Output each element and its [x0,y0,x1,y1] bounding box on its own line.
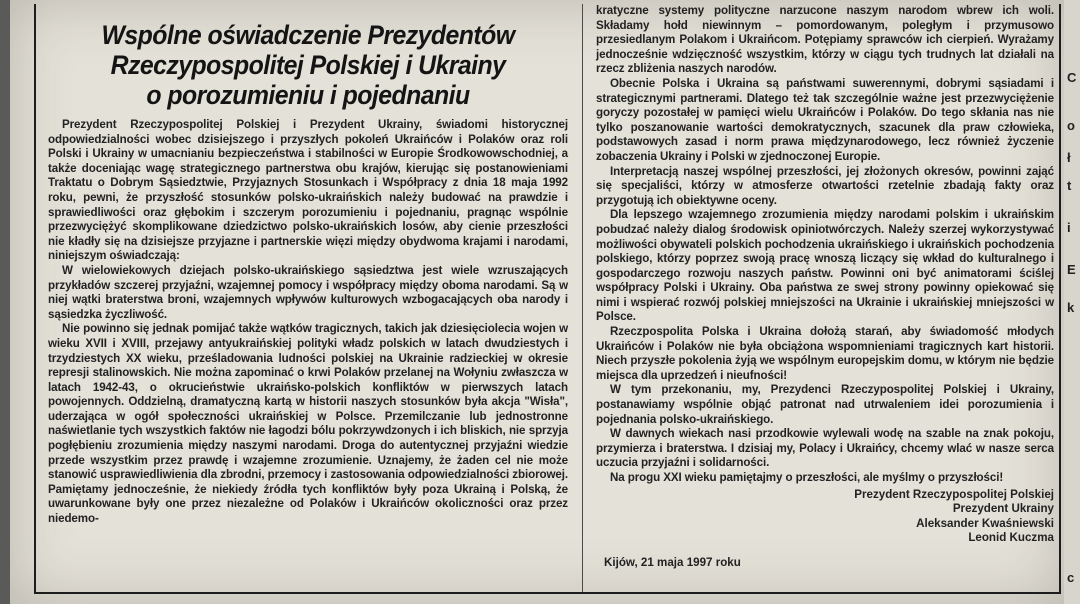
paragraph: Prezydent Rzeczypospolitej Polskiej i Prezydent Ukrainy, świadomi historycznej odpowiedzialności wobec dzisiejszego i przyszłych pokoleń Ukraińców i Polaków oraz roli Polski i Ukrainy w umacnianiu bezpieczeństwa i stabilności w Europie Środkowowschodniej, a także doceniając wagę strategicznego partnerstwa obu krajów, kierując się postanowieniami Traktatu o Dobrym Sąsiedztwie, Przyjaznych Stosunkach i Współpracy z dnia 18 maja 1992 roku, pewni, że przyszłość stosunków polsko-ukraińskich należy budować na prawdzie i sprawiedliwości oraz głębokim i szczerym porozumieniu i pojednaniu, pragnąc wspólnie przezwyciężyć skomplikowane dziedzictwo polsko-ukraińskich losów, aby cienie przeszłości nie kładły się na dzisiejsze przyjazne i partnerskie więzi między obydwoma krajami i narodami, niniejszym oświadczają: [48,118,568,263]
article-title [69,20,547,110]
edge-char: i [1067,220,1071,235]
paragraph: Interpretacją naszej wspólnej przeszłości, jej złożonych okresów, powinni zająć się specjaliści, którzy w atmosferze otwartości rzetelnie zbadają fakty oraz przygotują ich obiektywne oceny. [596,164,1054,207]
adjacent-page-edge [1064,0,1080,604]
paragraph: Dla lepszego wzajemnego zrozumienia między narodami polskim i ukraińskim pobudzać należy dialog środowisk opiniotwórczych. Należy szerzej wykorzystywać możliwości obywateli polskich pochodzenia ukraińskiego i ukraińskich pochodzenia polskiego, którzy poprzez swoją pracę wnoszą liczący się wkład do kulturalnego i gospodarczego rozwoju naszych państw. Powinni oni być animatorami ściślej współpracy Polski i Ukrainy. Oba państwa ze swej strony powinny opiekować się nimi i wspierać rozwój polskiej mniejszości na Ukrainie i ukraińskiej mniejszości w Polsce. [596,208,1054,324]
edge-char: C [1067,70,1077,85]
signature-block [596,488,1054,546]
edge-char: o [1067,118,1075,133]
signature-line: Prezydent Rzeczypospolitej Polskiej [854,487,1054,501]
paragraph: Obecnie Polska i Ukraina są państwami suwerennymi, dobrymi sąsiadami i strategicznymi partnerami. Dlatego też tak szczególnie ważne jest przezwyciężenie goryczy pozostałej w pamięci wielu Ukraińców i Polaków. Do tego skłania nas nie tylko poszanowanie wartości demokratycznych, szacunek dla praw człowieka, podstawowych zasad i norm prawa międzynarodowego, lecz również życzenie zobaczenia Ukrainy i Polski w zjednoczonej Europie. [596,76,1054,163]
left-column-text [48,118,568,527]
right-column-text [596,4,1054,486]
edge-char: t [1067,178,1072,193]
paragraph: kratyczne systemy polityczne narzucone naszym narodom wbrew ich woli. Składamy hołd niewinnym – pomordowanym, poległym i przymusowo przesiedlanym Polakom i Ukraińcom. Potępiamy sprawców ich cierpień. Wyrażamy jednocześnie wdzięczność wszystkim, którzy w ciągu tych trudnych lat działali na rzecz zbliżenia naszych narodów. [596,4,1054,76]
paragraph: W dawnych wiekach nasi przodkowie wylewali wodę na szable na znak pokoju, przymierza i braterstwa. I dzisiaj my, Polacy i Ukraińcy, chcemy wlać w nasze serca uczucia przyjaźni i solidarności. [596,427,1054,470]
signature-line: Leonid Kuczma [968,531,1054,545]
title-line: Rzeczypospolitej Polskiej i Ukrainy [110,50,506,80]
article-frame [34,4,1061,594]
place-date: Kijów, 21 maja 1997 roku [604,555,741,569]
newspaper-page [10,0,1064,604]
signature-line: Aleksander Kwaśniewski [916,516,1054,530]
left-column [48,4,568,527]
right-column [596,4,1054,569]
title-line: o porozumieniu i pojednaniu [146,80,470,110]
paragraph: W tym przekonaniu, my, Prezydenci Rzeczypospolitej Polskiej i Ukrainy, postanawiamy wspólnie objąć patronat nad utrwaleniem idei porozumienia i pojednania polsko-ukraińskiego. [596,383,1054,426]
edge-char: ł [1067,150,1071,165]
edge-char: k [1067,300,1075,315]
title-line: Wspólne oświadczenie Prezydentów [101,20,515,50]
signature-line: Prezydent Ukrainy [952,502,1054,516]
column-divider [582,4,583,592]
paragraph: Rzeczpospolita Polska i Ukraina dołożą starań, aby świadomość młodych Ukraińców i Polaków nie była obciążona wspomnieniami tragicznych kart historii. Niech przyszłe pokolenia żyją we wspólnym europejskim domu, w którym nie będzie miejsca dla uprzedzeń i nieufności! [596,325,1054,382]
paragraph: W wielowiekowych dziejach polsko-ukraińskiego sąsiedztwa jest wiele wzruszających przykładów szczerej przyjaźni, wzajemnej pomocy i współpracy między oboma narodami. Są w niej wątki braterstwa broni, wzajemnych wpływów kulturowych wzbogacających oba narody i sąsiedzka życzliwość. [48,263,568,321]
edge-char: c [1067,570,1075,585]
edge-char: E [1067,262,1076,277]
paragraph: Nie powinno się jednak pomijać także wątków tragicznych, takich jak dziesięciolecia wojen w wieku XVII i XVIII, przejawy antyukraińskiej polityki władz polskich w latach dwudziestych i trzydziestych XX wieku, prześladowania ludności polskiej na Ukrainie radzieckiej w okresie represji stalinowskich. Nie można zapominać o krwi Polaków przelanej na Wołyniu zwłaszcza w latach 1942-43, o okrucieństwie ukraińsko-polskich konfliktów w pierwszych latach powojennych. Oddzielną, dramatyczną kartą w historii naszych stosunków była akcja "Wisła", uderzająca w ogół społeczności ukraińskiej w Polsce. Przemilczanie lub jednostronne naświetlanie tych wszystkich faktów nie łagodzi bólu pokrzywdzonych i ich bliskich, nie sprzyja pogłębieniu zrozumienia między naszymi narodami. Droga do autentycznej przyjaźni wiedzie przede wszystkim przez prawdę i wzajemne zrozumienie. Uznajemy, że żaden cel nie może stanowić usprawiedliwienia dla zbrodni, przemocy i zastosowania odpowiedzialności zbiorowej. Pamiętamy jednocześnie, że niekiedy źródła tych konfliktów były poza Ukrainą i Polską, że uwarunkowane były one przez niezależne od Polaków i Ukraińców okoliczności oraz przez niedemo- [48,322,568,526]
paragraph: Na progu XXI wieku pamiętajmy o przeszłości, ale myślmy o przyszłości! [610,471,1004,484]
